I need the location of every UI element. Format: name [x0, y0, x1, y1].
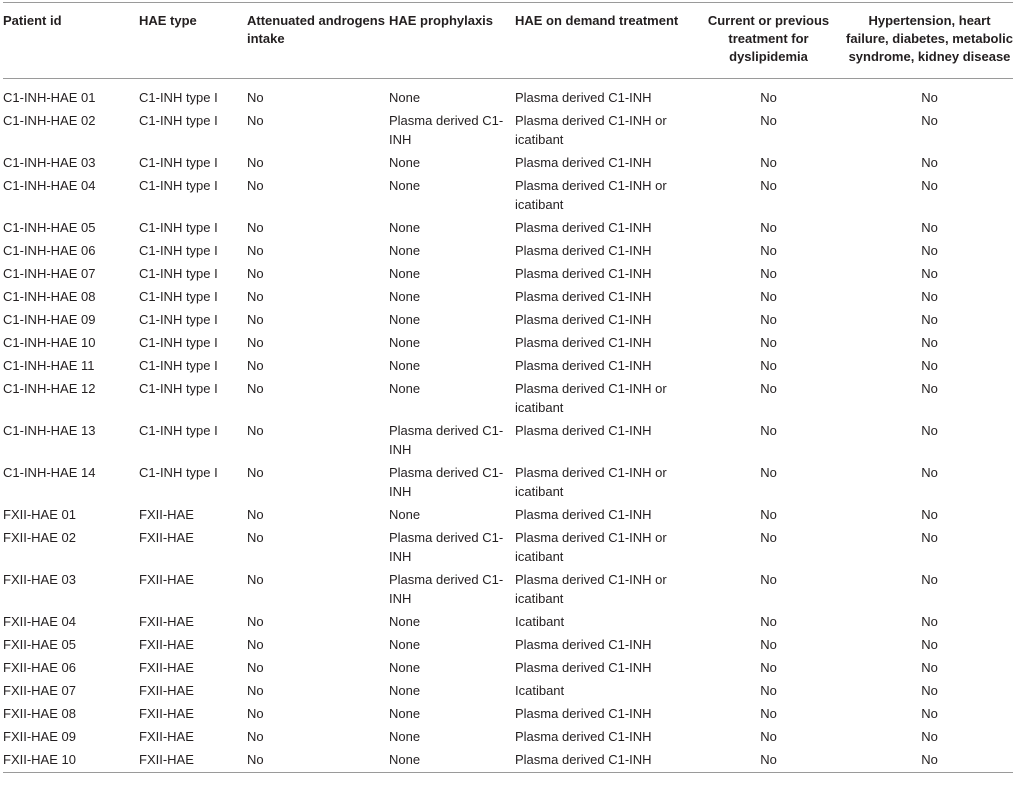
cell-on-demand: Plasma derived C1-INH: [515, 312, 652, 327]
table-row: [3, 109, 1013, 151]
cell-hae-type: FXII-HAE: [139, 614, 194, 629]
cell-dyslipidemia: No: [760, 423, 777, 438]
cell-on-demand: Plasma derived C1-INH or icatibant: [515, 113, 667, 147]
header-attenuated-androgens: Attenuated androgens intake: [247, 13, 385, 46]
cell-androgens: No: [247, 90, 264, 105]
cell-patient-id: FXII-HAE 10: [3, 752, 76, 767]
table-row: [3, 216, 1013, 239]
cell-androgens: No: [247, 289, 264, 304]
cell-patient-id: FXII-HAE 07: [3, 683, 76, 698]
table-row: [3, 526, 1013, 568]
cell-prophylaxis: None: [389, 381, 421, 396]
cell-dyslipidemia: No: [760, 465, 777, 480]
cell-comorbidities: No: [921, 423, 938, 438]
cell-androgens: No: [247, 572, 264, 587]
cell-prophylaxis: Plasma derived C1-INH: [389, 113, 504, 147]
cell-patient-id: C1-INH-HAE 02: [3, 113, 96, 128]
cell-on-demand: Plasma derived C1-INH or icatibant: [515, 572, 667, 606]
cell-patient-id: C1-INH-HAE 05: [3, 220, 96, 235]
cell-prophylaxis: None: [389, 178, 421, 193]
cell-dyslipidemia: No: [760, 113, 777, 128]
cell-on-demand: Plasma derived C1-INH: [515, 637, 652, 652]
cell-dyslipidemia: No: [760, 614, 777, 629]
cell-patient-id: C1-INH-HAE 01: [3, 90, 96, 105]
cell-prophylaxis: Plasma derived C1-INH: [389, 423, 504, 457]
cell-on-demand: Plasma derived C1-INH: [515, 706, 652, 721]
cell-hae-type: FXII-HAE: [139, 572, 194, 587]
cell-prophylaxis: None: [389, 243, 421, 258]
table-header: [3, 3, 1013, 79]
cell-comorbidities: No: [921, 683, 938, 698]
cell-androgens: No: [247, 729, 264, 744]
cell-androgens: No: [247, 637, 264, 652]
table-row: [3, 308, 1013, 331]
cell-patient-id: C1-INH-HAE 09: [3, 312, 96, 327]
cell-patient-id: C1-INH-HAE 07: [3, 266, 96, 281]
cell-dyslipidemia: No: [760, 335, 777, 350]
cell-patient-id: C1-INH-HAE 03: [3, 155, 96, 170]
cell-prophylaxis: None: [389, 614, 421, 629]
cell-on-demand: Plasma derived C1-INH: [515, 358, 652, 373]
cell-dyslipidemia: No: [760, 637, 777, 652]
cell-dyslipidemia: No: [760, 572, 777, 587]
cell-androgens: No: [247, 113, 264, 128]
cell-on-demand: Plasma derived C1-INH: [515, 220, 652, 235]
cell-androgens: No: [247, 683, 264, 698]
cell-comorbidities: No: [921, 155, 938, 170]
cell-dyslipidemia: No: [760, 90, 777, 105]
cell-comorbidities: No: [921, 113, 938, 128]
cell-androgens: No: [247, 752, 264, 767]
cell-patient-id: C1-INH-HAE 14: [3, 465, 96, 480]
table-row: [3, 331, 1013, 354]
cell-hae-type: C1-INH type I: [139, 155, 218, 170]
cell-dyslipidemia: No: [760, 243, 777, 258]
table-row: [3, 702, 1013, 725]
cell-hae-type: FXII-HAE: [139, 729, 194, 744]
cell-prophylaxis: None: [389, 155, 421, 170]
cell-comorbidities: No: [921, 530, 938, 545]
cell-on-demand: Plasma derived C1-INH or icatibant: [515, 530, 667, 564]
cell-androgens: No: [247, 358, 264, 373]
header-patient-id: Patient id: [3, 13, 62, 28]
cell-hae-type: FXII-HAE: [139, 530, 194, 545]
cell-hae-type: FXII-HAE: [139, 660, 194, 675]
cell-prophylaxis: None: [389, 507, 421, 522]
cell-comorbidities: No: [921, 266, 938, 281]
cell-prophylaxis: None: [389, 289, 421, 304]
header-on-demand-treatment: HAE on demand treatment: [515, 13, 679, 28]
table-row: [3, 568, 1013, 610]
cell-prophylaxis: None: [389, 266, 421, 281]
table-row: [3, 610, 1013, 633]
cell-dyslipidemia: No: [760, 358, 777, 373]
cell-androgens: No: [247, 266, 264, 281]
cell-prophylaxis: None: [389, 706, 421, 721]
cell-on-demand: Icatibant: [515, 683, 565, 698]
cell-hae-type: FXII-HAE: [139, 752, 194, 767]
header-comorbidities: Hypertension, heart failure, diabetes, metabolic syndrome, kidney disease: [846, 13, 1013, 64]
cell-prophylaxis: Plasma derived C1-INH: [389, 465, 504, 499]
cell-comorbidities: No: [921, 752, 938, 767]
cell-dyslipidemia: No: [760, 507, 777, 522]
table-row: [3, 461, 1013, 503]
cell-dyslipidemia: No: [760, 220, 777, 235]
cell-comorbidities: No: [921, 358, 938, 373]
cell-patient-id: FXII-HAE 04: [3, 614, 76, 629]
cell-androgens: No: [247, 706, 264, 721]
cell-patient-id: FXII-HAE 01: [3, 507, 76, 522]
cell-dyslipidemia: No: [760, 178, 777, 193]
table-row: [3, 725, 1013, 748]
cell-prophylaxis: None: [389, 335, 421, 350]
cell-patient-id: FXII-HAE 03: [3, 572, 76, 587]
cell-patient-id: FXII-HAE 06: [3, 660, 76, 675]
cell-patient-id: FXII-HAE 09: [3, 729, 76, 744]
cell-dyslipidemia: No: [760, 729, 777, 744]
cell-on-demand: Plasma derived C1-INH: [515, 335, 652, 350]
cell-prophylaxis: Plasma derived C1-INH: [389, 530, 504, 564]
cell-hae-type: FXII-HAE: [139, 507, 194, 522]
cell-androgens: No: [247, 312, 264, 327]
cell-prophylaxis: None: [389, 358, 421, 373]
cell-prophylaxis: None: [389, 752, 421, 767]
cell-comorbidities: No: [921, 90, 938, 105]
cell-androgens: No: [247, 155, 264, 170]
cell-comorbidities: No: [921, 243, 938, 258]
cell-dyslipidemia: No: [760, 266, 777, 281]
cell-hae-type: C1-INH type I: [139, 266, 218, 281]
cell-comorbidities: No: [921, 614, 938, 629]
cell-prophylaxis: None: [389, 660, 421, 675]
cell-comorbidities: No: [921, 507, 938, 522]
cell-dyslipidemia: No: [760, 530, 777, 545]
table-row: [3, 285, 1013, 308]
cell-dyslipidemia: No: [760, 289, 777, 304]
cell-hae-type: C1-INH type I: [139, 178, 218, 193]
cell-patient-id: FXII-HAE 02: [3, 530, 76, 545]
cell-on-demand: Plasma derived C1-INH or icatibant: [515, 465, 667, 499]
table-row: [3, 79, 1013, 110]
cell-comorbidities: No: [921, 381, 938, 396]
cell-androgens: No: [247, 465, 264, 480]
cell-on-demand: Icatibant: [515, 614, 565, 629]
cell-dyslipidemia: No: [760, 752, 777, 767]
cell-hae-type: C1-INH type I: [139, 312, 218, 327]
cell-patient-id: C1-INH-HAE 12: [3, 381, 96, 396]
cell-prophylaxis: None: [389, 312, 421, 327]
cell-prophylaxis: None: [389, 683, 421, 698]
cell-dyslipidemia: No: [760, 381, 777, 396]
header-hae-type: HAE type: [139, 13, 197, 28]
table-row: [3, 633, 1013, 656]
cell-hae-type: C1-INH type I: [139, 381, 218, 396]
table-row: [3, 151, 1013, 174]
cell-hae-type: C1-INH type I: [139, 289, 218, 304]
cell-dyslipidemia: No: [760, 312, 777, 327]
cell-hae-type: FXII-HAE: [139, 637, 194, 652]
table-body: [3, 79, 1013, 773]
cell-androgens: No: [247, 530, 264, 545]
cell-patient-id: C1-INH-HAE 04: [3, 178, 96, 193]
table-row: [3, 239, 1013, 262]
cell-prophylaxis: Plasma derived C1-INH: [389, 572, 504, 606]
table-row: [3, 679, 1013, 702]
cell-on-demand: Plasma derived C1-INH or icatibant: [515, 381, 667, 415]
cell-on-demand: Plasma derived C1-INH: [515, 266, 652, 281]
cell-patient-id: FXII-HAE 05: [3, 637, 76, 652]
cell-patient-id: C1-INH-HAE 11: [3, 358, 95, 373]
cell-on-demand: Plasma derived C1-INH: [515, 423, 652, 438]
cell-on-demand: Plasma derived C1-INH or icatibant: [515, 178, 667, 212]
cell-prophylaxis: None: [389, 220, 421, 235]
cell-on-demand: Plasma derived C1-INH: [515, 90, 652, 105]
cell-dyslipidemia: No: [760, 683, 777, 698]
cell-patient-id: C1-INH-HAE 10: [3, 335, 96, 350]
table-row: [3, 354, 1013, 377]
cell-hae-type: C1-INH type I: [139, 465, 218, 480]
patient-table-container: [3, 2, 1013, 773]
cell-hae-type: C1-INH type I: [139, 113, 218, 128]
table-row: [3, 262, 1013, 285]
cell-comorbidities: No: [921, 178, 938, 193]
cell-patient-id: C1-INH-HAE 08: [3, 289, 96, 304]
cell-hae-type: FXII-HAE: [139, 706, 194, 721]
cell-patient-id: C1-INH-HAE 06: [3, 243, 96, 258]
cell-androgens: No: [247, 178, 264, 193]
cell-androgens: No: [247, 660, 264, 675]
cell-hae-type: C1-INH type I: [139, 243, 218, 258]
cell-androgens: No: [247, 335, 264, 350]
cell-on-demand: Plasma derived C1-INH: [515, 729, 652, 744]
cell-androgens: No: [247, 381, 264, 396]
cell-dyslipidemia: No: [760, 660, 777, 675]
cell-comorbidities: No: [921, 289, 938, 304]
header-dyslipidemia-treatment: Current or previous treatment for dyslipidemia: [707, 13, 830, 64]
cell-hae-type: C1-INH type I: [139, 220, 218, 235]
cell-on-demand: Plasma derived C1-INH: [515, 660, 652, 675]
cell-hae-type: C1-INH type I: [139, 358, 218, 373]
cell-comorbidities: No: [921, 312, 938, 327]
cell-patient-id: C1-INH-HAE 13: [3, 423, 96, 438]
cell-on-demand: Plasma derived C1-INH: [515, 289, 652, 304]
cell-androgens: No: [247, 220, 264, 235]
cell-comorbidities: No: [921, 335, 938, 350]
table-row: [3, 656, 1013, 679]
cell-comorbidities: No: [921, 660, 938, 675]
table-row: [3, 377, 1013, 419]
cell-comorbidities: No: [921, 729, 938, 744]
table-row: [3, 748, 1013, 773]
cell-comorbidities: No: [921, 465, 938, 480]
cell-comorbidities: No: [921, 706, 938, 721]
cell-hae-type: C1-INH type I: [139, 335, 218, 350]
cell-patient-id: FXII-HAE 08: [3, 706, 76, 721]
cell-comorbidities: No: [921, 637, 938, 652]
header-hae-prophylaxis: HAE prophylaxis: [389, 13, 494, 28]
cell-prophylaxis: None: [389, 637, 421, 652]
cell-comorbidities: No: [921, 572, 938, 587]
header-row: [3, 3, 1013, 79]
cell-androgens: No: [247, 614, 264, 629]
cell-on-demand: Plasma derived C1-INH: [515, 155, 652, 170]
cell-prophylaxis: None: [389, 729, 421, 744]
cell-dyslipidemia: No: [760, 706, 777, 721]
cell-androgens: No: [247, 243, 264, 258]
cell-androgens: No: [247, 423, 264, 438]
cell-on-demand: Plasma derived C1-INH: [515, 507, 652, 522]
cell-androgens: No: [247, 507, 264, 522]
cell-prophylaxis: None: [389, 90, 421, 105]
table-row: [3, 503, 1013, 526]
cell-dyslipidemia: No: [760, 155, 777, 170]
cell-hae-type: C1-INH type I: [139, 90, 218, 105]
patient-table: [3, 2, 1013, 773]
cell-on-demand: Plasma derived C1-INH: [515, 243, 652, 258]
cell-comorbidities: No: [921, 220, 938, 235]
table-row: [3, 174, 1013, 216]
cell-hae-type: FXII-HAE: [139, 683, 194, 698]
cell-hae-type: C1-INH type I: [139, 423, 218, 438]
table-row: [3, 419, 1013, 461]
cell-on-demand: Plasma derived C1-INH: [515, 752, 652, 767]
